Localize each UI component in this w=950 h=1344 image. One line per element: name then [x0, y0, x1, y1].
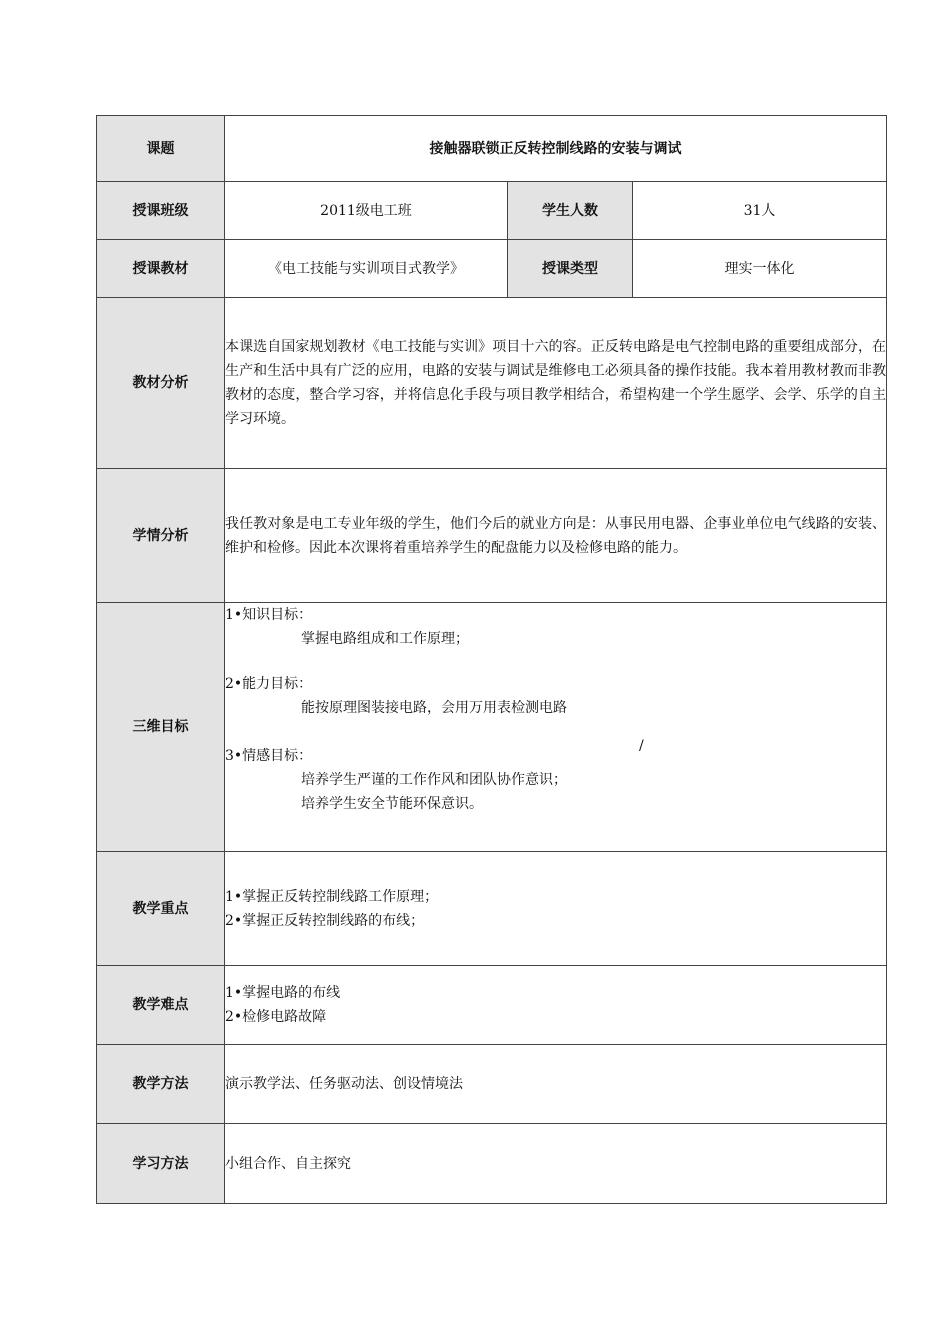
- material-analysis-text: 本课选自国家规划教材《电工技能与实训》项目十六的容。正反转电路是电气控制电路的重要组成部分，在生产和生活中具有广泛的应用，电路的安装与调试是维修电工必须具备的操作技能。我本着用教材教而非教教材的态度，整合学习容，并将信息化手段与项目教学相结合，希望构建一个学生愿学、会学、乐学的自主学习环境。: [225, 339, 887, 427]
- course-type-label: 授课类型: [508, 240, 633, 298]
- student-count-value: 31人: [633, 182, 887, 240]
- student-analysis-cell: [225, 469, 887, 603]
- student-analysis-label: 学情分析: [97, 469, 225, 603]
- row-student-analysis: [97, 469, 887, 603]
- key-point-item: 2•掌握正反转控制线路的布线；: [225, 912, 425, 929]
- emotion-goal-text-1: 培养学生严谨的工作作风和团队协作意识；: [301, 772, 567, 788]
- difficulty-item: 1•掌握电路的布线: [225, 985, 341, 1001]
- course-type-value: 理实一体化: [633, 240, 887, 298]
- material-label: 授课教材: [97, 240, 225, 298]
- class-value: 2011级电工班: [225, 182, 508, 240]
- emotion-goal-text-2: 培养学生安全节能环保意识。: [301, 796, 483, 812]
- row-teaching-method: [97, 1045, 887, 1124]
- lesson-plan-table: [96, 115, 887, 1204]
- difficulty-item: 2•检修电路故障: [225, 1009, 327, 1025]
- row-material: [97, 240, 887, 298]
- row-key-points: [97, 852, 887, 966]
- class-label: 授课班级: [97, 182, 225, 240]
- row-class: [97, 182, 887, 240]
- knowledge-goal-text: 掌握电路组成和工作原理；: [301, 631, 469, 647]
- student-count-label: 学生人数: [508, 182, 633, 240]
- teaching-method-label: 教学方法: [97, 1045, 225, 1124]
- title-value: 接触器联锁正反转控制线路的安装与调试: [225, 116, 887, 182]
- teaching-method-value: 演示教学法、任务驱动法、创设情境法: [225, 1045, 887, 1124]
- title-label: 课题: [97, 116, 225, 182]
- row-difficulties: [97, 966, 887, 1045]
- key-points-cell: [225, 852, 887, 966]
- row-title: [97, 116, 887, 182]
- learning-method-value: 小组合作、自主探究: [225, 1124, 887, 1204]
- row-material-analysis: [97, 298, 887, 469]
- difficulties-cell: [225, 966, 887, 1045]
- key-point-item: 1•掌握正反转控制线路工作原理；: [225, 888, 439, 905]
- material-value: 《电工技能与实训项目式教学》: [225, 240, 508, 298]
- row-goals: [97, 603, 887, 852]
- learning-method-label: 学习方法: [97, 1124, 225, 1204]
- ability-goal-text: 能按原理图装接电路，会用万用表检测电路: [301, 700, 567, 716]
- ability-goal-heading: 2•能力目标：: [225, 676, 313, 692]
- goals-cell: [225, 603, 887, 852]
- student-analysis-text: 我任教对象是电工专业年级的学生，他们今后的就业方向是：从事民用电器、企事业单位电气线路的安装、维护和检修。因此本次课将着重培养学生的配盘能力以及检修电路的能力。: [225, 515, 887, 556]
- material-analysis-cell: [225, 298, 887, 469]
- goals-label: 三维目标: [97, 603, 225, 852]
- emotion-goal-heading: 3•情感目标：: [225, 748, 313, 764]
- material-analysis-label: 教材分析: [97, 298, 225, 469]
- row-learning-method: [97, 1124, 887, 1204]
- difficulties-label: 教学难点: [97, 966, 225, 1045]
- key-points-label: 教学重点: [97, 852, 225, 966]
- knowledge-goal-heading: 1•知识目标：: [225, 607, 313, 623]
- ability-goal-mark: /: [639, 738, 644, 754]
